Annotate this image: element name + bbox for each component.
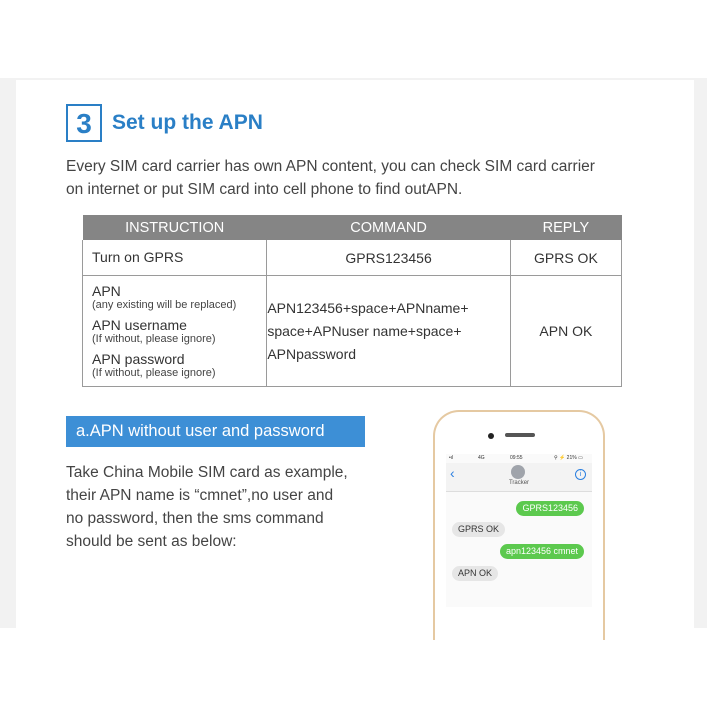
table-row — [83, 240, 622, 276]
apn-username-note: (If without, please ignore) — [92, 332, 216, 345]
contact-name: Tracker — [508, 480, 530, 486]
status-bar — [446, 454, 592, 463]
intro-paragraph — [66, 155, 666, 201]
battery-icon: ⚲ ⚡ 21% ▭ — [554, 455, 583, 461]
command-line: space+APNuser name+space+ — [267, 322, 462, 339]
intro-line: Every SIM card carrier has own APN content, you can check SIM card carrier — [66, 158, 595, 175]
sent-message-bubble: apn123456 cmnet — [500, 544, 584, 559]
command-cell — [267, 276, 510, 387]
step-number-badge: 3 — [66, 104, 102, 142]
speaker-icon — [505, 433, 535, 437]
info-icon[interactable]: i — [575, 469, 586, 480]
header-command: COMMAND — [267, 215, 510, 240]
apn-password-label: APN password — [92, 350, 185, 367]
contact-avatar — [511, 465, 525, 479]
received-message-bubble: GPRS OK — [452, 522, 505, 537]
section-title: Set up the APN — [112, 111, 263, 134]
message-header — [446, 463, 592, 492]
header-reply: REPLY — [510, 215, 621, 240]
reply-cell: GPRS OK — [510, 240, 621, 276]
apn-note: (any existing will be replaced) — [92, 298, 237, 311]
back-chevron-icon[interactable]: ‹ — [450, 465, 455, 481]
description-line: their APN name is “cmnet”,no user and — [66, 487, 334, 504]
description-line: should be sent as below: — [66, 533, 237, 550]
intro-line: on internet or put SIM card into cell phone to find outAPN. — [66, 181, 463, 198]
instruction-cell — [83, 240, 267, 276]
apn-username-label: APN username — [92, 316, 187, 333]
description-line: Take China Mobile SIM card as example, — [66, 464, 348, 481]
subheading-banner: a.APN without user and password — [66, 416, 365, 447]
instruction-text: Turn on GPRS — [92, 249, 184, 265]
table-header-row — [83, 215, 622, 240]
camera-icon — [488, 433, 494, 439]
apn-password-note: (If without, please ignore) — [92, 366, 216, 379]
command-cell: GPRS123456 — [267, 240, 510, 276]
command-table — [82, 215, 622, 387]
command-line: APN123456+space+APNname+ — [267, 299, 469, 316]
example-description — [66, 461, 396, 553]
status-time: 09:55 — [510, 455, 523, 461]
received-message-bubble: APN OK — [452, 566, 498, 581]
network-label: 4G — [478, 455, 485, 461]
sent-message-bubble: GPRS123456 — [516, 501, 584, 516]
description-line: no password, then the sms command — [66, 510, 324, 527]
instruction-cell — [83, 276, 267, 387]
table-row — [83, 276, 622, 387]
reply-cell: APN OK — [510, 276, 621, 387]
phone-screen — [446, 454, 592, 607]
signal-icon: •ıl — [449, 455, 454, 461]
command-line: APNpassword — [267, 345, 357, 362]
header-instruction: INSTRUCTION — [83, 215, 267, 240]
apn-label: APN — [92, 282, 121, 299]
